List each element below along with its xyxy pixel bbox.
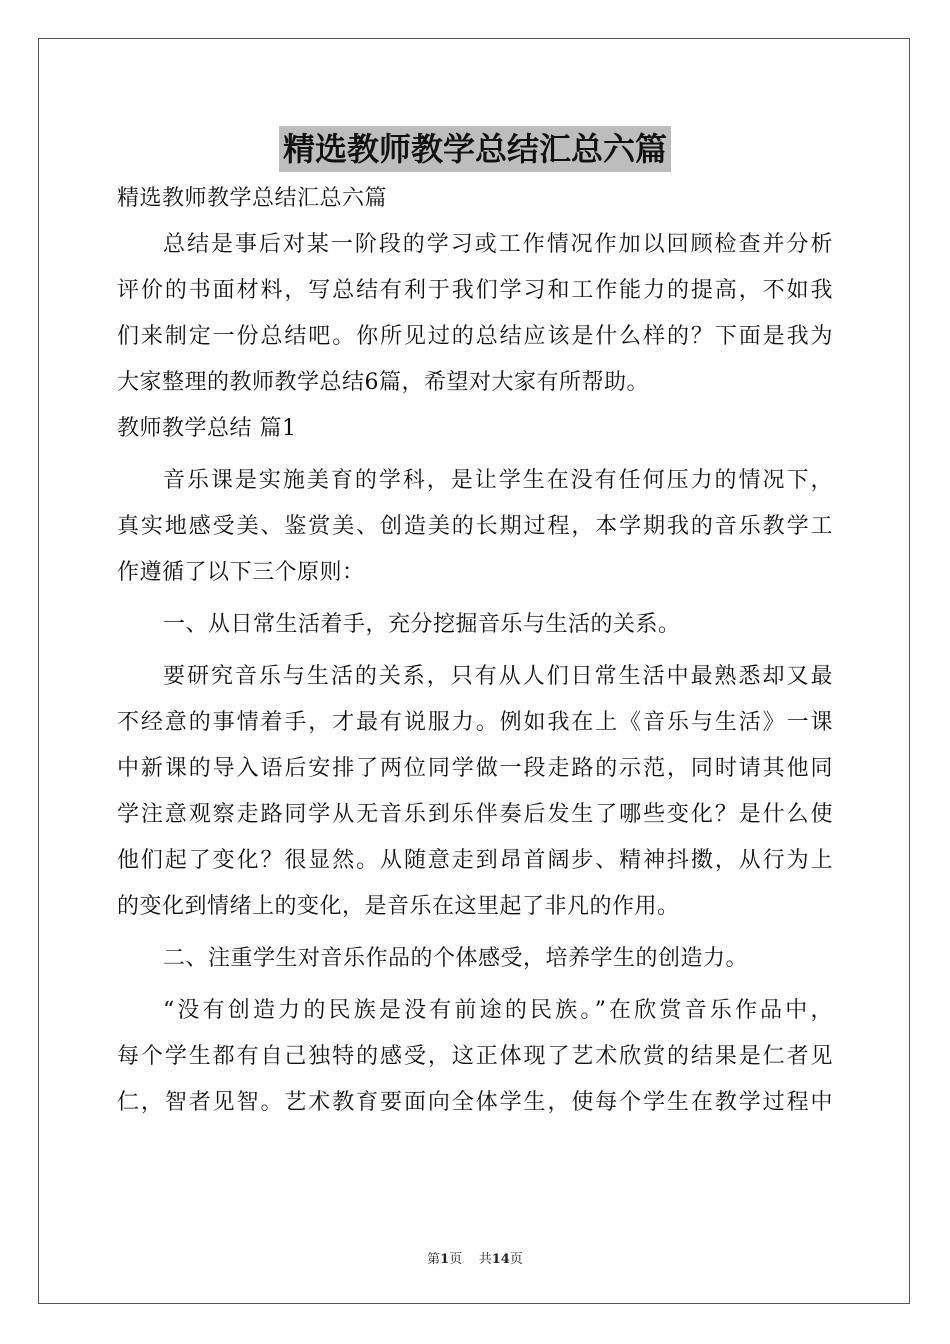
principle-heading [117,602,833,648]
paragraph-line: 总结是事后对某一阶段的学习或工作情况作加以回顾检查并分析 [163,232,833,257]
section-paragraph [117,654,833,930]
paragraph-line: 要研究音乐与生活的关系，只有从人们日常生活中最熟悉却又最 [163,664,833,689]
page-number: 1 [440,1252,450,1267]
paragraph-line: 真实地感受美、鉴赏美、创造美的长期过程，本学期我的音乐教学工 [117,514,833,539]
section-paragraph [117,458,833,596]
section-heading: 教师教学总结 篇1 [117,416,297,441]
paragraph-line: 不经意的事情着手，才最有说服力。例如我在上《音乐与生活》一课 [117,710,833,735]
page-suffix: 页 [449,1252,463,1267]
paragraph-line: 评价的书面材料，写总结有利于我们学习和工作能力的提高，不如我 [117,278,833,303]
total-pages: 14 [491,1252,510,1267]
paragraph-line: 仁，智者见智。艺术教育要面向全体学生，使每个学生在教学过程中 [117,1090,833,1115]
paragraph-line: 音乐课是实施美育的学科，是让学生在没有任何压力的情况下， [163,468,833,493]
section-paragraph [117,988,833,1126]
document-body [117,176,833,1126]
total-suffix: 页 [509,1252,523,1267]
intro-paragraph [117,222,833,406]
document-subtitle: 精选教师教学总结汇总六篇 [117,186,388,211]
paragraph-line: 学注意观察走路同学从无音乐到乐伴奏后发生了哪些变化？是什么使 [117,802,833,827]
paragraph-line: 中新课的导入语后安排了两位同学做一段走路的示范，同时请其他同 [117,756,833,781]
paragraph-line: 每个学生都有自己独特的感受，这正体现了艺术欣赏的结果是仁者见 [117,1044,833,1069]
paragraph-line: 二、注重学生对音乐作品的个体感受，培养学生的创造力。 [163,946,749,971]
page-footer [0,1248,950,1267]
principle-heading [117,936,833,982]
paragraph-line: “没有创造力的民族是没有前途的民族。”在欣赏音乐作品中， [163,998,833,1023]
paragraph-line: 们来制定一份总结吧。你所见过的总结应该是什么样的？下面是我为 [117,324,833,349]
paragraph-line: 大家整理的教师教学总结6篇，希望对大家有所帮助。 [117,370,649,395]
paragraph-line: 作遵循了以下三个原则： [117,560,365,585]
document-title: 精选教师教学总结汇总六篇 [279,126,671,172]
title-container [0,126,950,172]
total-prefix: 共 [478,1252,492,1267]
paragraph-line: 的变化到情绪上的变化，是音乐在这里起了非凡的作用。 [117,894,680,919]
page-prefix: 第 [427,1252,441,1267]
paragraph-line: 他们起了变化？很显然。从随意走到昂首阔步、精神抖擞，从行为上 [117,848,833,873]
paragraph-line: 一、从日常生活着手，充分挖掘音乐与生活的关系。 [163,612,681,637]
